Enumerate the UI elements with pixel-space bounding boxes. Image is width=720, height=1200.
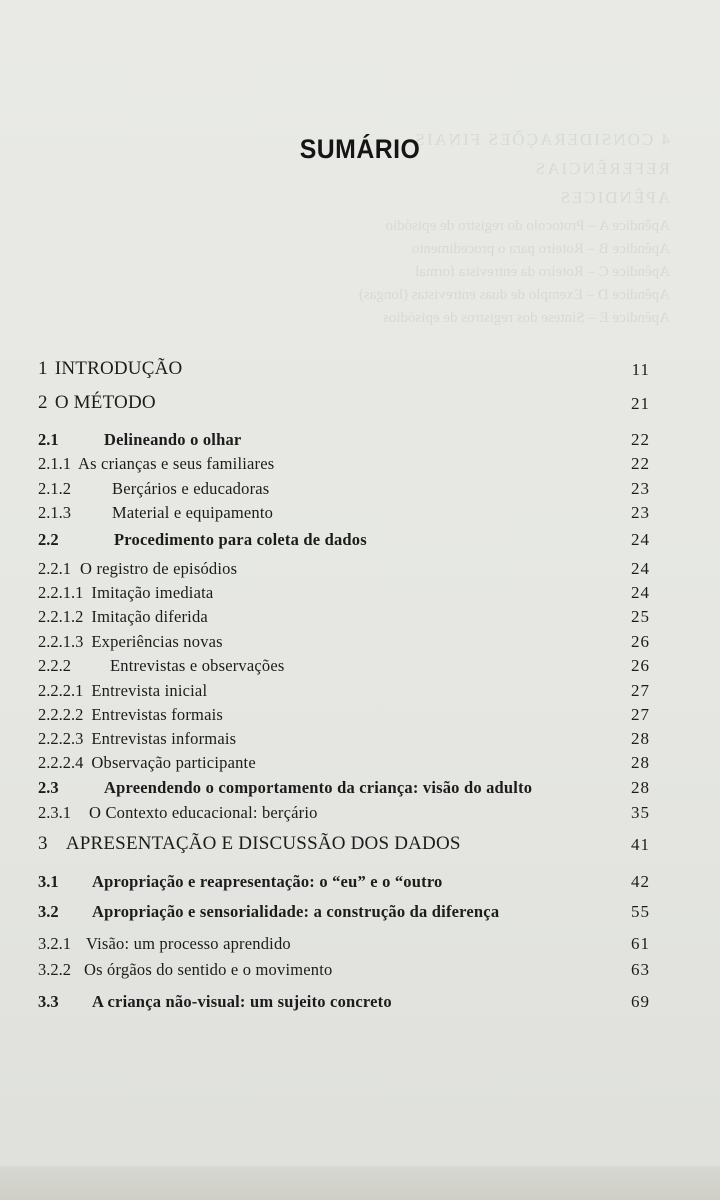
toc-entry [0, 776, 720, 802]
toc-entry-label: Delineando o olhar [104, 430, 242, 449]
toc-entry-number: 3.2.2 [38, 960, 71, 979]
toc-entry [0, 801, 720, 827]
ghost-line: 4 CONSIDERAÇÕES FINAIS [413, 130, 670, 149]
toc-entry-number: 3.3 [38, 992, 59, 1011]
toc-entry [0, 679, 720, 705]
ghost-line: Apêndice A – Protocolo do registro de episódio [385, 218, 670, 234]
toc-entry [0, 358, 720, 384]
toc-entry-number: 2.1.2 [38, 479, 71, 498]
page-title: SUMÁRIO [299, 134, 421, 164]
toc-entry-label: Os órgãos do sentido e o movimento [84, 960, 333, 979]
toc-entry [0, 581, 720, 607]
toc-entry-label: O MÉTODO [54, 392, 156, 413]
toc-entry [0, 452, 720, 478]
toc-entry-label: Entrevistas informais [91, 729, 237, 748]
toc-entry-page: 24 [631, 530, 650, 549]
toc-entry [0, 428, 720, 454]
toc-entry [0, 833, 720, 859]
toc-entry-number: 2.3.1 [38, 803, 71, 822]
toc-entry-label: Imitação diferida [91, 607, 208, 626]
toc-entry-page: 24 [631, 583, 650, 602]
toc-entry [0, 990, 720, 1016]
toc-entry-number: 3 [38, 833, 48, 854]
toc-entry-label: Imitação imediata [91, 583, 214, 602]
toc-entry-page: 22 [631, 430, 650, 449]
ghost-line: APÊNDICES [558, 188, 670, 207]
toc-entry-page: 41 [631, 835, 650, 854]
toc-entry-label: Apropriação e sensorialidade: a construção da diferença [92, 902, 500, 921]
toc-entry-page: 61 [631, 934, 650, 953]
toc-entry [0, 528, 720, 554]
toc-entry-page: 26 [631, 632, 650, 651]
toc-entry-page: 26 [631, 656, 650, 675]
toc-entry-label: Observação participante [91, 753, 256, 772]
toc-entry-number: 2.1 [38, 430, 59, 449]
toc-entry [0, 654, 720, 680]
toc-entry-number: 2.2.1.1 [38, 583, 84, 602]
toc-entry-number: 1 [38, 358, 48, 379]
toc-entry [0, 501, 720, 527]
toc-entry-number: 2.2.2.4 [38, 753, 84, 772]
toc-entry-page: 28 [631, 778, 650, 797]
toc-entry [0, 605, 720, 631]
toc-entry-label: Entrevista inicial [91, 681, 208, 700]
toc-entry [0, 932, 720, 958]
toc-entry-number: 3.1 [38, 872, 59, 891]
toc-entry-label: Entrevistas formais [91, 705, 224, 724]
ghost-line: Apêndice E – Síntese dos registros de episódios [382, 310, 670, 326]
toc-entry-page: 11 [631, 360, 650, 379]
toc-entry-label: INTRODUÇÃO [54, 358, 183, 379]
toc-entry-number: 2 [38, 392, 48, 413]
toc-entry-page: 42 [631, 872, 650, 891]
toc-entry-label: APRESENTAÇÃO E DISCUSSÃO DOS DADOS [65, 833, 461, 854]
toc-entry-page: 27 [631, 705, 650, 724]
toc-entry-number: 2.3 [38, 778, 59, 797]
toc-entry-number: 2.2.1.3 [38, 632, 84, 651]
toc-entry-page: 35 [631, 803, 650, 822]
toc-entry [0, 958, 720, 984]
toc-entry-label: Experiências novas [91, 632, 223, 651]
toc-entry-label: O Contexto educacional: berçário [89, 803, 318, 822]
toc-entry-label: Visão: um processo aprendido [86, 934, 291, 953]
toc-entry-page: 63 [631, 960, 650, 979]
toc-entry-number: 2.1.1 [38, 454, 71, 473]
toc-entry-number: 2.1.3 [38, 503, 71, 522]
toc-entry-page: 28 [631, 753, 650, 772]
toc-entry [0, 630, 720, 656]
toc-entry-page: 27 [631, 681, 650, 700]
toc-entry-page: 25 [631, 607, 650, 626]
toc-entry-label: Procedimento para coleta de dados [114, 530, 367, 549]
ghost-line: Apêndice B – Roteiro para o procedimento [411, 241, 670, 257]
toc-entry-page: 24 [631, 559, 650, 578]
toc-entry-label: Apropriação e reapresentação: o “eu” e o “outro [92, 872, 443, 891]
toc-entry-page: 28 [631, 729, 650, 748]
toc-entry [0, 557, 720, 583]
toc-entry-number: 2.2.1.2 [38, 607, 84, 626]
ghost-line: REFERÊNCIAS [533, 159, 670, 178]
ghost-line: Apêndice C – Roteiro da entrevista formal [415, 264, 670, 280]
toc-entry-number: 2.2.2.2 [38, 705, 84, 724]
toc-entry-number: 3.2 [38, 902, 59, 921]
toc-entry-page: 21 [631, 394, 650, 413]
toc-entry-number: 3.2.1 [38, 934, 71, 953]
toc-entry [0, 870, 720, 896]
toc-entry [0, 751, 720, 777]
toc-entry-label: Apreendendo o comportamento da criança: visão do adulto [104, 778, 533, 797]
toc-entry-page: 22 [631, 454, 650, 473]
toc-entry-page: 55 [631, 902, 650, 921]
page-edge [0, 1166, 720, 1200]
toc-entry [0, 900, 720, 926]
toc-entry-page: 23 [631, 479, 650, 498]
toc-entry-label: A criança não-visual: um sujeito concreto [92, 992, 392, 1011]
toc-entry-page: 69 [631, 992, 650, 1011]
toc-entry-label: Berçários e educadoras [112, 479, 270, 498]
toc-entry-number: 2.2.1 [38, 559, 71, 578]
toc-entry-number: 2.2.2 [38, 656, 71, 675]
toc-entry [0, 477, 720, 503]
toc-entry-number: 2.2.2.3 [38, 729, 84, 748]
toc-entry-label: O registro de episódios [80, 559, 238, 578]
toc-entry-page: 23 [631, 503, 650, 522]
toc-entry [0, 392, 720, 418]
toc-entry [0, 727, 720, 753]
toc-entry-label: As crianças e seus familiares [78, 454, 275, 473]
toc-entry-label: Material e equipamento [112, 503, 274, 522]
toc-entry [0, 703, 720, 729]
ghost-line: Apêndice D – Exemplo de duas entrevistas (longas) [358, 287, 670, 303]
toc-entry-label: Entrevistas e observações [110, 656, 285, 675]
toc-entry-number: 2.2.2.1 [38, 681, 84, 700]
toc-entry-number: 2.2 [38, 530, 59, 549]
